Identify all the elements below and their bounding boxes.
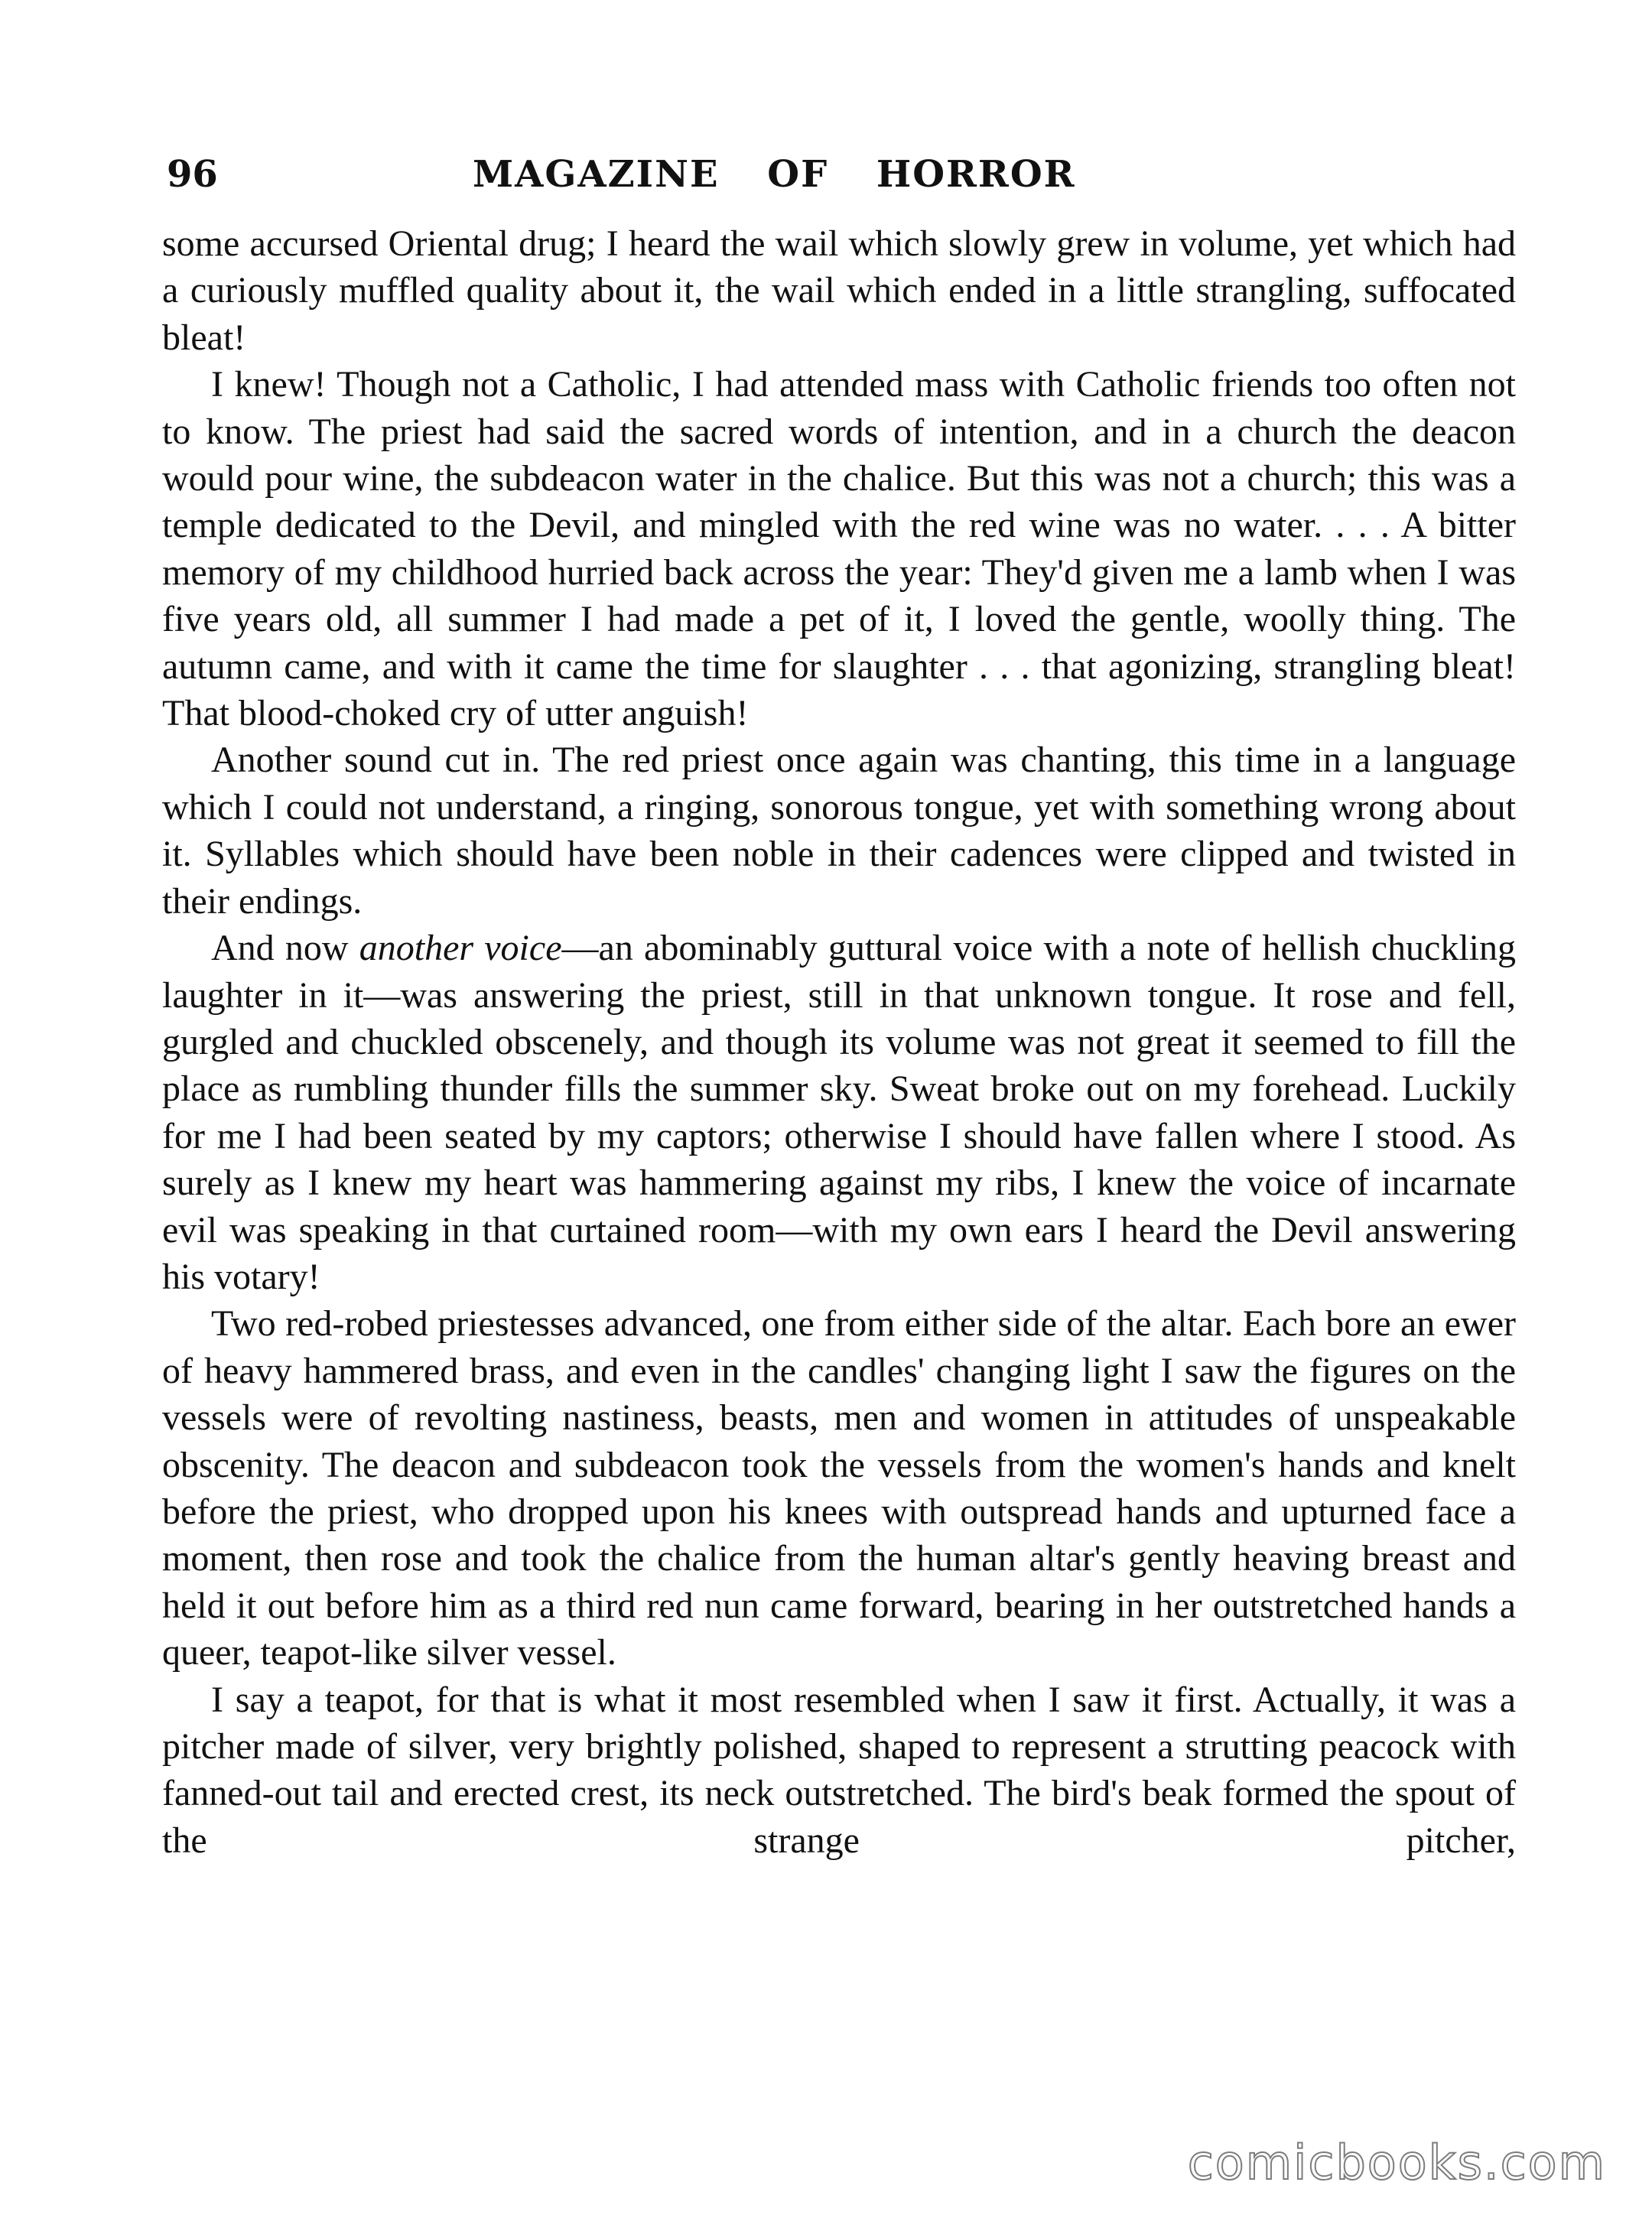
emphasis-another-voice: another voice (359, 928, 562, 969)
paragraph-5: Two red-robed priestesses advanced, one from either side of the altar. Each bore an ewer of heavy hammered brass, and even in the candles' changing light I saw the figures on the vessels were of revolting nastiness, beasts, men and women in attitudes of unspeakable obscenity. The deacon and subdeacon took the vessels from the women's hands and knelt before the priest, who dropped upon his knees with outspread hands and upturned face a moment, then rose and took the chalice from the human altar's gently heaving breast and held it out before him as a third red nun came forward, bearing in her outstretched hands a queer, teapot-like silver vessel. (162, 1303, 1516, 1673)
article-body (162, 220, 1516, 1864)
paragraph-4-lead: And now (211, 928, 359, 969)
paragraph-6: I say a teapot, for that is what it most resembled when I saw it first. Actually, it was a pitcher made of silver, very brightly polished, shaped to represent a strutting peacock with fanned-out tail and erected crest, its neck outstretched. The bird's beak formed the spout of the strange pitcher, (162, 1679, 1516, 1861)
paragraph-2: I knew! Though not a Catholic, I had attended mass with Catholic friends too often not to know. The priest had said the sacred words of intention, and in a church the deacon would pour wine, the subdeacon water in the chalice. But this was not a church; this was a temple dedicated to the Devil, and mingled with the red wine was no water. . . . A bitter memory of my childhood hurried back across the year: They'd given me a lamb when I was five years old, all summer I had made a pet of it, I loved the gentle, woolly thing. The autumn came, and with it came the time for slaughter . . . that agonizing, strangling bleat! That blood-choked cry of utter anguish! (162, 364, 1516, 734)
running-title: MAGAZINE OF HORROR (473, 153, 1076, 196)
paragraph-3: Another sound cut in. The red priest once again was chanting, this time in a language which I could not understand, a ringing, sonorous tongue, yet with something wrong about it. Syllables which should have been noble in their cadences were clipped and twisted in their endings. (162, 740, 1516, 922)
page-header (167, 151, 1513, 197)
paragraph-1: some accursed Oriental drug; I heard the wail which slowly grew in volume, yet which had a curiously muffled quality about it, the wail which ended in a little strangling, suffocated bleat! (162, 223, 1516, 358)
watermark-logo: comicbooks.com (1187, 2135, 1606, 2190)
paragraph-4 (162, 925, 1516, 1300)
page-number: 96 (167, 153, 218, 196)
paragraph-4-rest: —an abominably guttural voice with a note of hellish chuckling laughter in it—was answering the priest, still in that unknown tongue. It rose and fell, gurgled and chuckled obscenely, and though its volume was not great it seemed to fill the place as rumbling thunder fills the summer sky. Sweat broke out on my forehead. Luckily for me I had been seated by my captors; otherwise I should have fallen where I stood. As surely as I knew my heart was hammering against my ribs, I knew the voice of incarnate evil was speaking in that curtained room—with my own ears I heard the Devil answering his votary! (162, 928, 1517, 1297)
